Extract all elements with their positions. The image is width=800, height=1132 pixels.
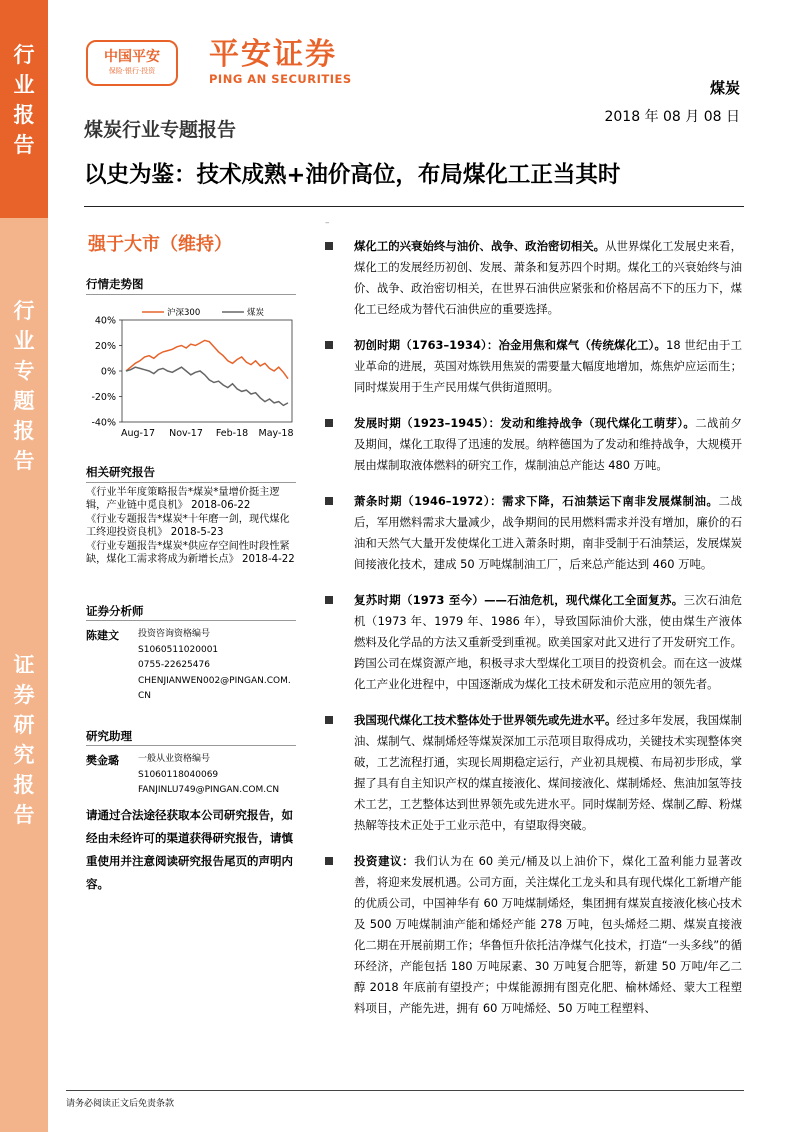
paragraph-text: 从世界煤化工发展史来看，煤化工的发展经历初创、发展、萧条和复苏四个时期。煤化工的兴衰始终与油价、战争、政治密切相关，在世界石油供应紧张和价格居高不下的压力下，煤化工已经成为替代石油供应的重要选择。 bbox=[354, 239, 742, 316]
logo-brand2-en: PING AN SECURITIES bbox=[209, 72, 352, 86]
assistant-section-title: 研究助理 bbox=[86, 729, 132, 743]
y-tick-label: 20% bbox=[94, 341, 116, 352]
report-type: 煤炭行业专题报告 bbox=[84, 119, 237, 141]
chart-section-divider bbox=[86, 294, 296, 295]
legal-notice: 请通过合法途径获取本公司研究报告，如经由未经许可的渠道获得研究报告，请慎重使用并注意阅读研究报告尾页的声明内容。 bbox=[86, 808, 293, 891]
legend-label: 沪深300 bbox=[167, 308, 201, 318]
analyst-name: 陈建文 bbox=[86, 629, 119, 642]
side-tab-char: 行 bbox=[13, 299, 35, 323]
report-title: 以史为鉴：技术成熟+油价高位，布局煤化工正当其时 bbox=[84, 162, 621, 188]
analyst-email-cont[interactable]: CN bbox=[138, 691, 152, 701]
side-tab-char: 行 bbox=[13, 43, 35, 67]
analyst-section-divider bbox=[86, 620, 296, 621]
chart-section-title: 行情走势图 bbox=[86, 277, 144, 291]
paragraph-heading: 初创时期（1763–1934）：冶金用焦和煤气（传统煤化工）。 bbox=[354, 338, 667, 352]
rating: 强于大市（维持） bbox=[88, 234, 232, 255]
assistant-info-line: S1060118040069 bbox=[138, 769, 219, 780]
related-section-title: 相关研究报告 bbox=[86, 465, 155, 479]
side-tab-char: 报 bbox=[13, 773, 35, 797]
footer-disclaimer[interactable]: 请务必阅读正文后免责条款 bbox=[66, 1099, 175, 1109]
related-report-item[interactable]: 《行业专题报告*煤炭*供应存空间性时段性紧缺，煤化工需求将成为新增长点》 2018-4-22 bbox=[86, 540, 295, 566]
paragraph-heading: 我国现代煤化工技术整体处于世界领先或先进水平。 bbox=[354, 713, 617, 727]
body-paragraph bbox=[322, 335, 742, 398]
bullet-icon bbox=[325, 497, 333, 505]
analyst-info-line: 0755-22625476 bbox=[138, 660, 210, 670]
ping-an-securities-logo bbox=[209, 38, 352, 86]
bullet-icon bbox=[325, 242, 333, 250]
related-reports-list bbox=[86, 486, 298, 566]
bullet-icon bbox=[325, 596, 333, 604]
y-tick-label: -40% bbox=[91, 417, 116, 429]
related-report-item[interactable]: 《行业专题报告*煤炭*十年磨一剑，现代煤化工终迎投资良机》 2018-5-23 bbox=[86, 513, 290, 539]
market-trend-chart bbox=[86, 296, 298, 446]
paragraph-text: 二战前夕及期间，煤化工取得了迅速的发展。纳粹德国为了发动和维持战争，大规模开展由煤制取液体燃料的研究工作，煤制油总产能达 480 万吨。 bbox=[354, 416, 742, 472]
side-tab-char: 证 bbox=[13, 653, 35, 677]
x-tick-label: May-18 bbox=[258, 428, 294, 439]
industry-label: 煤炭 bbox=[709, 79, 740, 97]
side-tab-char: 报 bbox=[13, 103, 35, 127]
logo-brand2-text: 平安证券 bbox=[209, 37, 337, 72]
paragraph-heading: 煤化工的兴衰始终与油价、战争、政治密切相关。 bbox=[354, 239, 606, 253]
related-section-divider bbox=[86, 482, 296, 483]
paragraph-heading: 投资建议： bbox=[354, 854, 415, 868]
column-dash: – bbox=[325, 218, 330, 228]
side-tab-char: 报 bbox=[13, 419, 35, 443]
side-tab-char: 告 bbox=[13, 449, 35, 473]
body-paragraph bbox=[322, 491, 742, 575]
assistant-info-line: 一般从业资格编号 bbox=[138, 754, 211, 764]
analyst-info-line: S1060511020001 bbox=[138, 644, 219, 655]
y-tick-label: -20% bbox=[91, 392, 116, 403]
side-tab-securities-research-report bbox=[0, 516, 48, 1132]
body-paragraph bbox=[322, 710, 742, 836]
y-tick-label: 40% bbox=[94, 315, 116, 327]
logo-brand1-text: 中国平安 bbox=[104, 49, 160, 65]
side-tab-char: 券 bbox=[13, 683, 35, 707]
side-tab-char: 题 bbox=[13, 389, 35, 413]
side-tab-char: 告 bbox=[13, 803, 35, 827]
x-tick-label: Nov-17 bbox=[169, 428, 203, 439]
body-paragraph bbox=[322, 590, 742, 695]
body-paragraph bbox=[322, 413, 742, 476]
report-body bbox=[322, 236, 742, 1034]
footer-divider bbox=[66, 1090, 744, 1091]
side-tab-industry-report bbox=[0, 0, 48, 218]
bullet-icon bbox=[325, 341, 333, 349]
paragraph-text: 二战后，军用燃料需求大量减少，战争期间的民用燃料需求并没有增加，廉价的石油和天然气大量开发使煤化工进入萧条时期，南非受制于石油禁运，发展煤炭间接液化技术，建成 50 万吨煤制油工厂，后来总产能达到 460 万吨。 bbox=[354, 494, 742, 571]
paragraph-heading: 发展时期（1923–1945）：发动和维持战争（现代煤化工萌芽）。 bbox=[354, 416, 696, 430]
paragraph-heading: 萧条时期（1946–1972）：需求下降，石油禁运下南非发展煤制油。 bbox=[354, 494, 719, 508]
assistant-email[interactable]: FANJINLU749@PINGAN.COM.CN bbox=[138, 785, 280, 795]
body-paragraph bbox=[322, 236, 742, 320]
paragraph-heading: 复苏时期（1973 至今）——石油危机，现代煤化工全面复苏。 bbox=[354, 593, 684, 607]
side-tab-industry-special-report bbox=[0, 218, 48, 516]
ping-an-group-logo bbox=[86, 40, 178, 86]
analyst-info bbox=[138, 627, 303, 705]
bullet-icon bbox=[325, 857, 333, 865]
y-tick-label: 0% bbox=[100, 366, 116, 378]
side-tab-char: 告 bbox=[13, 133, 35, 157]
legend-label: 煤炭 bbox=[247, 308, 265, 318]
paragraph-text: 经过多年发展，我国煤制油、煤制气、煤制烯烃等煤炭深加工示范项目取得成功，关键技术实现整体突破，工艺流程打通，实现长周期稳定运行，产业初具规模、布局初步形成，掌握了具有自主知识产权的煤直接液化、煤间接液化、煤制烯烃、焦油加氢等技术工艺，工艺整体达到世界领先或先进水平。同时煤制芳烃、煤制乙醇、粉煤热解等技术正处于工业示范中，有望取得突破。 bbox=[354, 713, 742, 832]
assistant-info bbox=[138, 752, 303, 799]
analyst-section-title: 证券分析师 bbox=[86, 604, 144, 618]
side-tab-char: 究 bbox=[13, 743, 35, 767]
series-line-0 bbox=[126, 340, 288, 378]
bullet-icon bbox=[325, 716, 333, 724]
x-tick-label: Feb-18 bbox=[215, 428, 249, 439]
assistant-name: 樊金璐 bbox=[86, 754, 119, 767]
side-tab-char: 业 bbox=[13, 329, 35, 353]
body-paragraph bbox=[322, 851, 742, 1019]
analyst-email[interactable]: CHENJIANWEN002@PINGAN.COM. bbox=[138, 675, 291, 686]
paragraph-text: 我们认为在 60 美元/桶及以上油价下，煤化工盈利能力显著改善，将迎来发展机遇。公司方面，关注煤化工龙头和具有现代煤化工新增产能的优质公司，中国神华有 60 万吨煤制烯烃，集团拥有煤炭直接液化核心技术及 500 万吨煤制油产能和烯烃产能 278 万吨，包头烯烃二期、煤炭直接液化二期在开展前期工作；华鲁恒升依托洁净煤气化技术，打造“一头多线”的循环经济，产能包括 180 万吨尿素、30 万吨复合肥等，新建 50 万吨/年乙二醇 2018 年底前有望投产；中煤能源拥有图克化肥、榆林烯烃、蒙大工程塑料项目，产能先进，拥有 60 万吨烯烃、50 万吨工程塑料、 bbox=[354, 854, 742, 1015]
logo-brand1-sub: 保险·银行·投资 bbox=[108, 67, 156, 75]
assistant-section-divider bbox=[86, 745, 296, 746]
paragraph-text: 18 世纪由于工业革命的进展，英国对炼铁用焦炭的需要量大幅度地增加，炼焦炉应运而生；同时煤炭用于生产民用煤气供街道照明。 bbox=[354, 338, 743, 394]
report-date: 2018 年 08 月 08 日 bbox=[604, 109, 740, 125]
side-tab-char: 业 bbox=[13, 73, 35, 97]
analyst-info-line: 投资咨询资格编号 bbox=[138, 629, 211, 639]
side-tab-char: 研 bbox=[13, 713, 35, 737]
related-report-item[interactable]: 《行业半年度策略报告*煤炭*量增价挺主逻辑，产业链中觅良机》 2018-06-22 bbox=[86, 487, 280, 512]
bullet-icon bbox=[325, 419, 333, 427]
x-tick-label: Aug-17 bbox=[120, 428, 156, 439]
series-line-1 bbox=[126, 367, 288, 405]
side-tab-char: 专 bbox=[13, 359, 35, 383]
paragraph-text: 三次石油危机（1973 年、1979 年、1986 年），导致国际油价大涨，使由煤生产液体燃料及化学品的方法又重新受到重视。欧美国家对此又进行了开发研究工作。跨国公司在煤资源产地，积极寻求大型煤化工项目的投资机会。而在这一波煤化工产业化进程中，中国逐渐成为煤化工技术研发和示范应用的领先者。 bbox=[354, 593, 742, 691]
header-divider bbox=[84, 206, 744, 207]
